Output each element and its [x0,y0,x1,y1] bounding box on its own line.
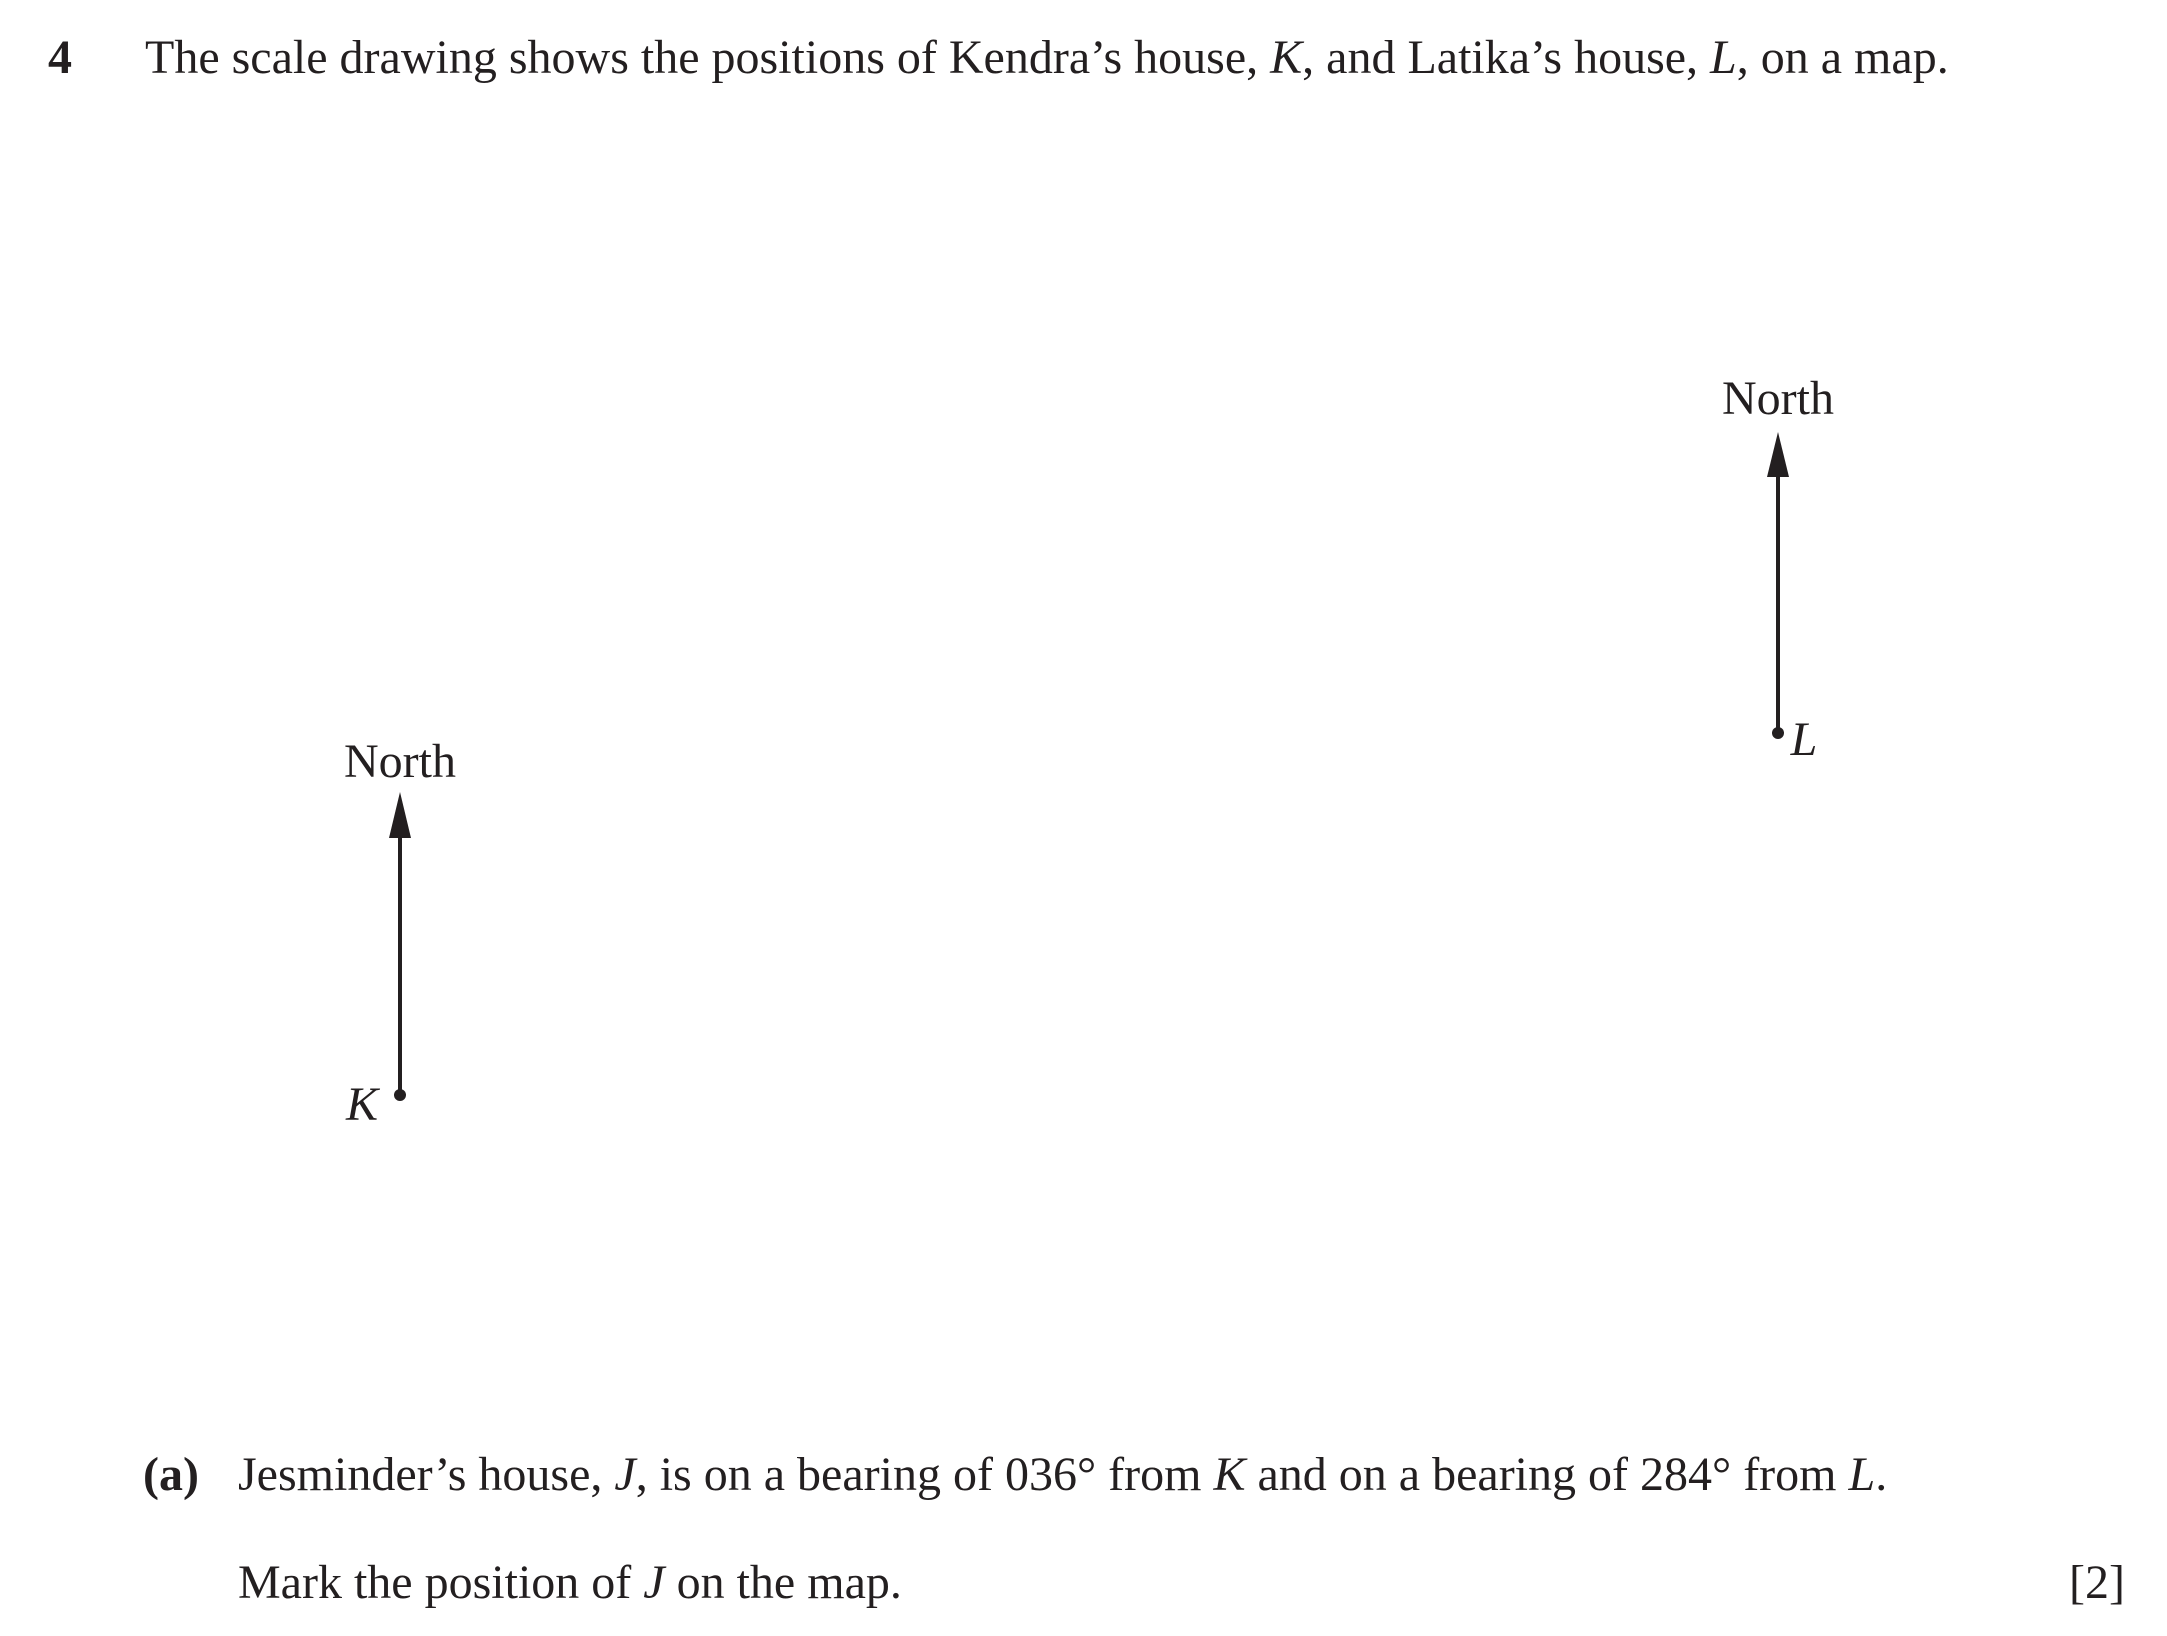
north-label-l: North [1722,372,1834,425]
point-l-label: L [1790,713,1818,766]
marks-allocation: [2] [2069,1556,2125,1609]
north-arrowhead-l [1767,432,1789,477]
instruction-text-1: Mark the position of [238,1556,644,1609]
intro-text-3: , on a map. [1736,31,1949,84]
north-arrow-l [1722,372,1834,766]
north-arrow-k [344,735,456,1131]
part-a-l: L [1848,1448,1876,1501]
instruction-j: J [643,1556,665,1609]
north-arrowhead-k [389,792,411,838]
point-k-label: K [345,1078,379,1131]
part-a-label: (a) [143,1448,199,1501]
instruction-text-2: on the map. [664,1556,902,1609]
intro-text-1: The scale drawing shows the positions of Kendra’s house, [145,31,1271,84]
point-k [394,1089,406,1101]
intro-l: L [1710,31,1737,84]
part-a-j: J [614,1448,636,1501]
part-a-instruction [238,1555,902,1611]
part-a-text-1: Jesminder’s house, [238,1448,615,1501]
part-a-text-3: and on a bearing of 284° from [1245,1448,1849,1501]
point-l [1772,727,1784,739]
intro-text-2: , and Latika’s house, [1302,31,1711,84]
part-a-text-4: . [1875,1448,1888,1501]
part-a-question [238,1447,1887,1503]
intro-k: K [1270,31,1303,84]
part-a-text-2: , is on a bearing of 036° from [635,1448,1214,1501]
part-a-k: K [1213,1448,1246,1501]
question-number: 4 [48,31,72,84]
north-label-k: North [344,735,456,788]
